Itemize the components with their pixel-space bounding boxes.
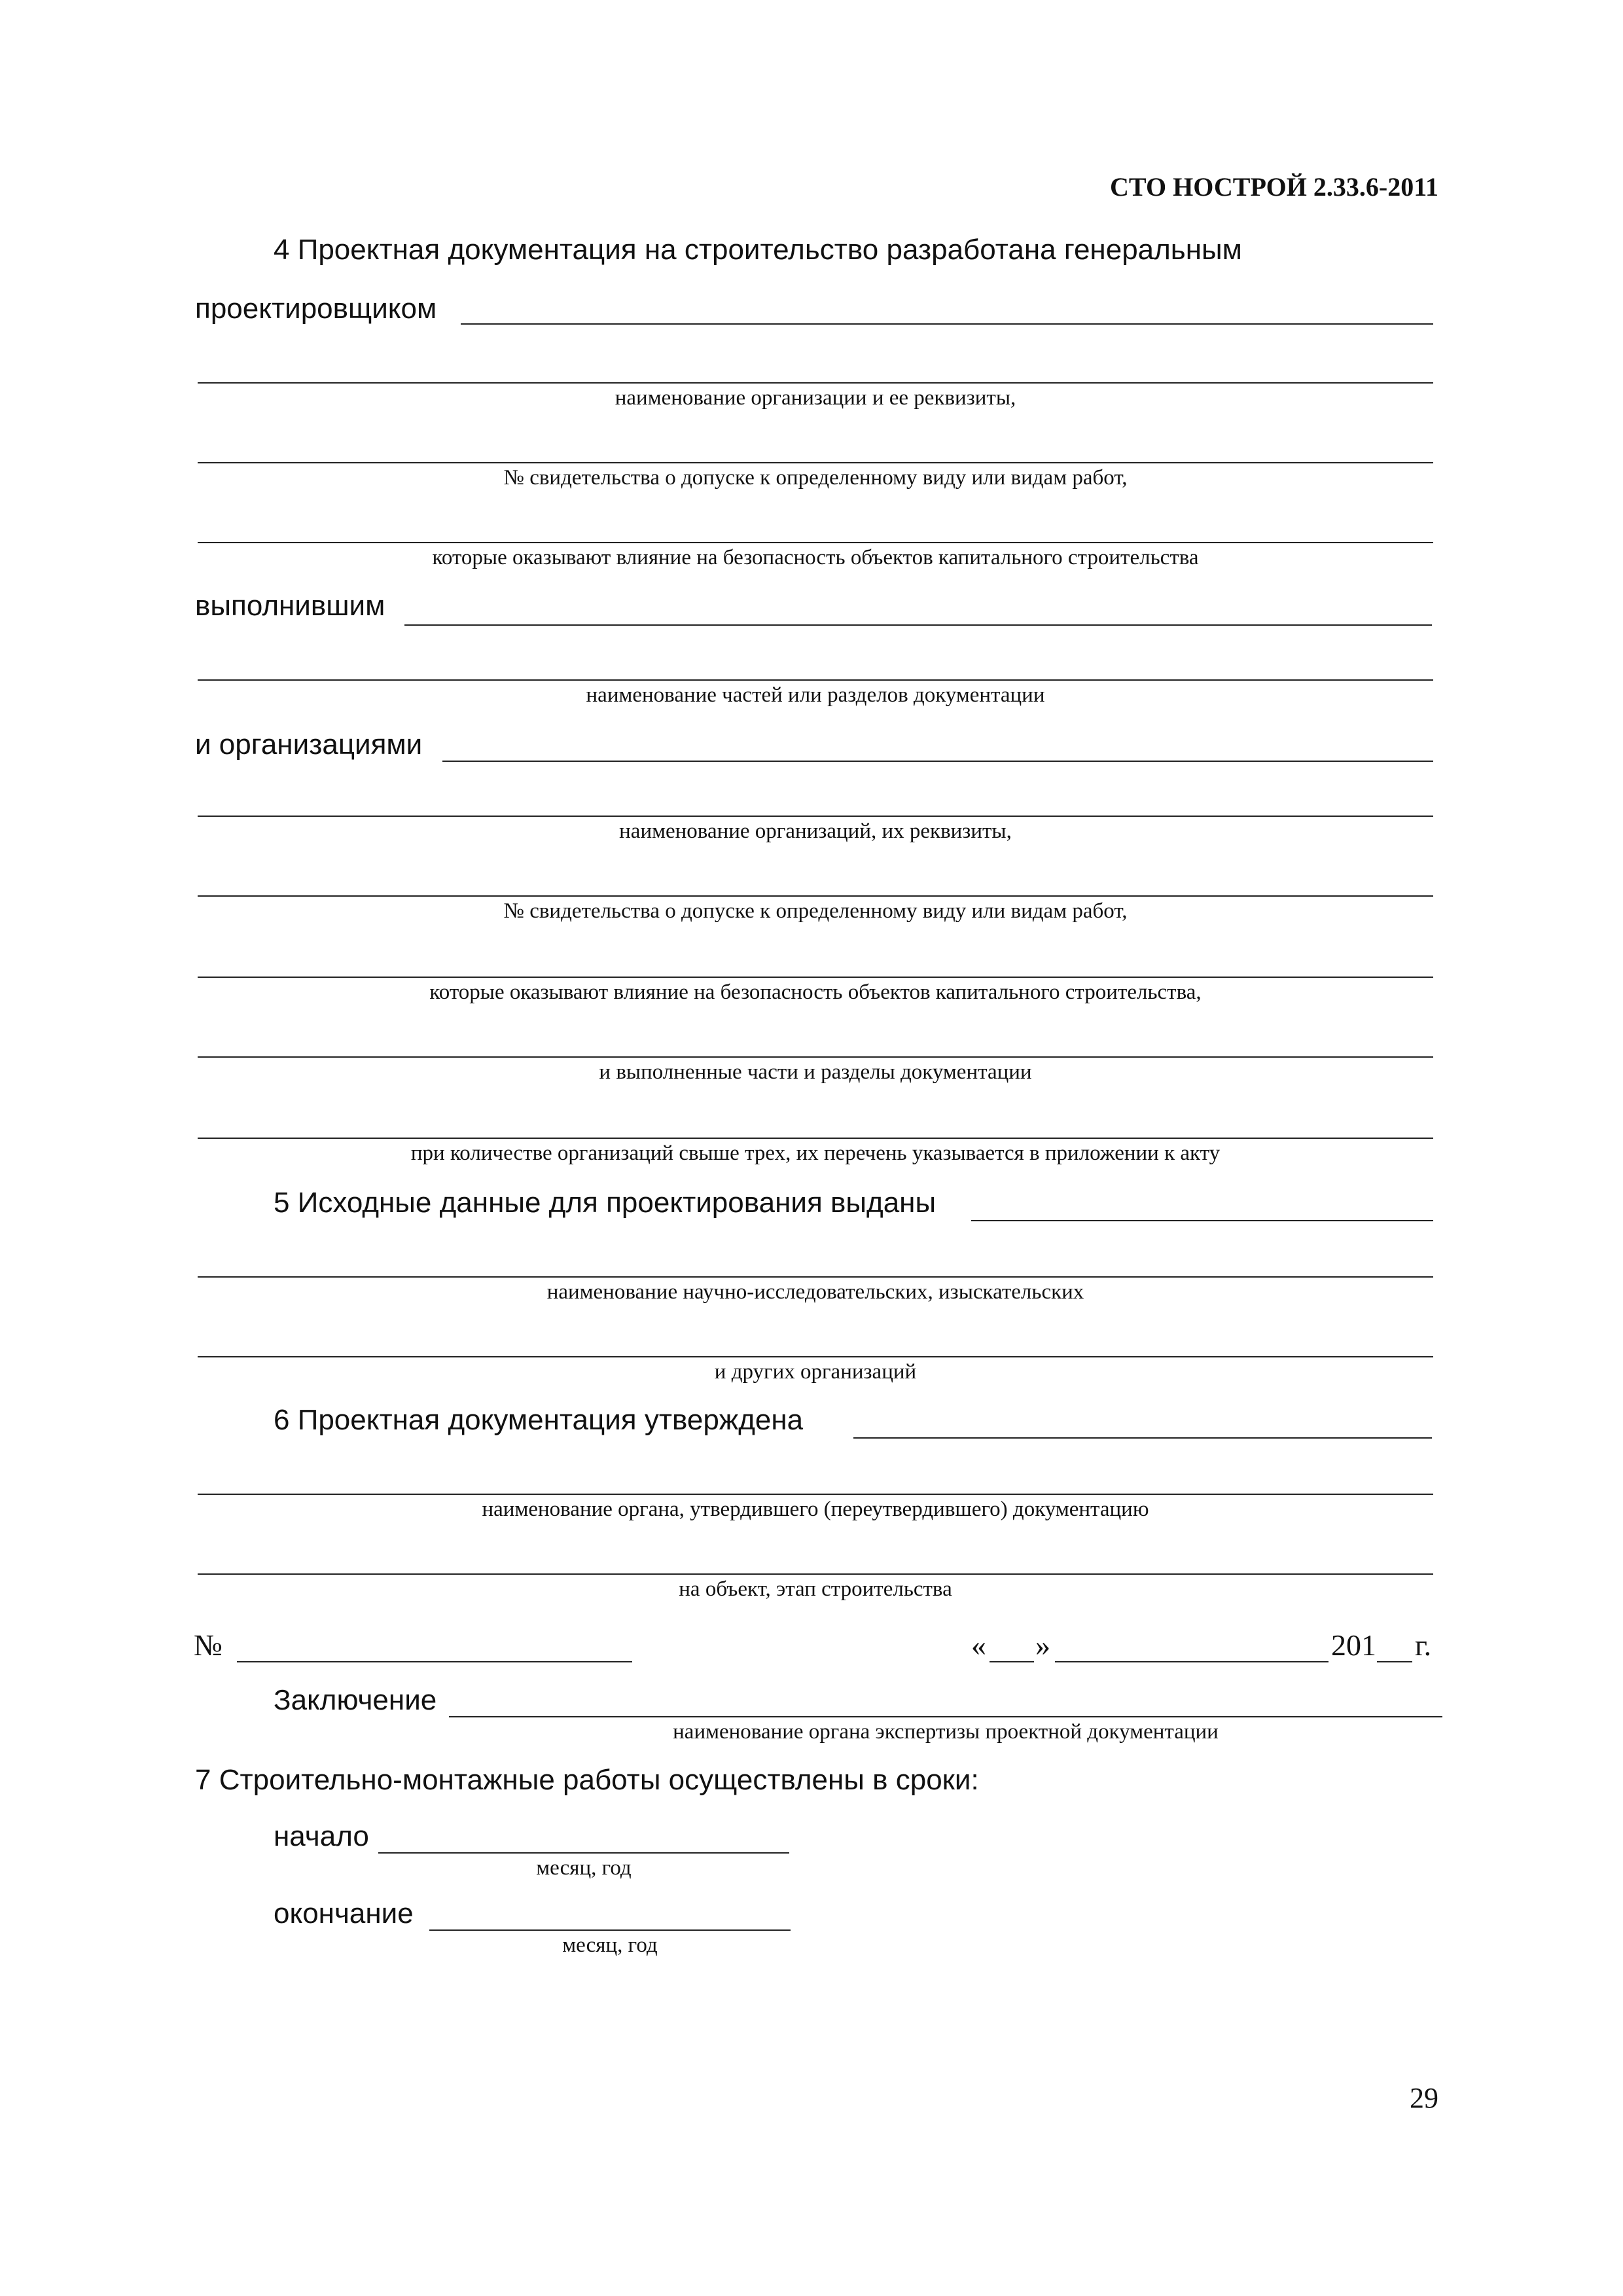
- approved-field-line-2[interactable]: [198, 1494, 1433, 1495]
- document-code: СТО НОСТРОЙ 2.33.6-2011: [1110, 172, 1438, 202]
- orgs-caption-3: которые оказывают влияние на безопасность объектов капитального строительства,: [429, 980, 1202, 1004]
- section7-label: 7 Строительно-монтажные работы осуществлены в сроки:: [195, 1764, 979, 1796]
- orgs-label: и организациями: [195, 728, 423, 761]
- number-sign: №: [194, 1628, 223, 1662]
- end-label: окончание: [274, 1897, 414, 1929]
- conclusion-caption: наименование органа экспертизы проектной документации: [673, 1720, 1219, 1744]
- conclusion-label: Заключение: [274, 1684, 437, 1716]
- orgs-caption-4: и выполненные части и разделы документации: [599, 1060, 1032, 1084]
- section6-label: 6 Проектная документация утверждена: [274, 1404, 804, 1436]
- designer-field-line-2[interactable]: [198, 382, 1433, 384]
- performed-label: выполнившим: [195, 590, 385, 622]
- designer-caption-3: которые оказывают влияние на безопасность объектов капитального строительства: [432, 546, 1199, 569]
- start-label: начало: [274, 1820, 369, 1852]
- quote-open: «: [971, 1628, 986, 1662]
- page-number: 29: [1410, 2082, 1438, 2114]
- source-data-field[interactable]: [971, 1220, 1433, 1221]
- section5-caption-2: и других организаций: [714, 1360, 917, 1384]
- document-number-field[interactable]: [237, 1661, 632, 1662]
- designer-label: проектировщиком: [195, 293, 437, 325]
- performed-caption: наименование частей или разделов документации: [586, 683, 1045, 707]
- month-field[interactable]: [1055, 1661, 1329, 1662]
- orgs-field-line-5[interactable]: [198, 1056, 1433, 1058]
- designer-field[interactable]: [461, 323, 1433, 325]
- orgs-field-line-2[interactable]: [198, 816, 1433, 817]
- end-date-field[interactable]: [429, 1929, 791, 1931]
- day-field[interactable]: [990, 1661, 1034, 1662]
- orgs-field[interactable]: [442, 761, 1433, 762]
- section4-intro: 4 Проектная документация на строительство разработана генеральным: [274, 234, 1242, 266]
- orgs-field-line-6[interactable]: [198, 1138, 1433, 1139]
- conclusion-field[interactable]: [449, 1716, 1442, 1717]
- orgs-field-line-4[interactable]: [198, 977, 1433, 978]
- approved-field-line-3[interactable]: [198, 1573, 1433, 1575]
- approved-field[interactable]: [853, 1437, 1432, 1439]
- section6-caption-1: наименование органа, утвердившего (переутвердившего) документацию: [482, 1498, 1149, 1521]
- year-field[interactable]: [1377, 1661, 1412, 1662]
- source-data-field-line-2[interactable]: [198, 1276, 1433, 1278]
- orgs-caption-5: при количестве организаций свыше трех, их перечень указывается в приложении к акту: [410, 1141, 1221, 1165]
- year-prefix: 201: [1331, 1628, 1376, 1662]
- designer-caption-2: № свидетельства о допуске к определенному виду или видам работ,: [503, 466, 1128, 490]
- performed-field[interactable]: [404, 624, 1432, 626]
- orgs-caption-1: наименование организаций, их реквизиты,: [619, 819, 1012, 843]
- section5-caption-1: наименование научно-исследовательских, изыскательских: [546, 1280, 1084, 1304]
- section5-label: 5 Исходные данные для проектирования выданы: [274, 1187, 936, 1219]
- source-data-field-line-3[interactable]: [198, 1356, 1433, 1357]
- start-date-caption: месяц, год: [536, 1856, 632, 1880]
- orgs-field-line-3[interactable]: [198, 895, 1433, 897]
- start-date-field[interactable]: [378, 1852, 789, 1854]
- designer-caption-1: наименование организации и ее реквизиты,: [615, 386, 1016, 410]
- end-date-caption: месяц, год: [562, 1933, 658, 1957]
- year-suffix: г.: [1415, 1628, 1432, 1662]
- performed-field-line-2[interactable]: [198, 679, 1433, 681]
- section6-caption-2: на объект, этап строительства: [679, 1577, 952, 1601]
- designer-field-line-4[interactable]: [198, 542, 1433, 543]
- designer-field-line-3[interactable]: [198, 462, 1433, 463]
- quote-close: »: [1035, 1628, 1050, 1662]
- orgs-caption-2: № свидетельства о допуске к определенному виду или видам работ,: [503, 899, 1128, 923]
